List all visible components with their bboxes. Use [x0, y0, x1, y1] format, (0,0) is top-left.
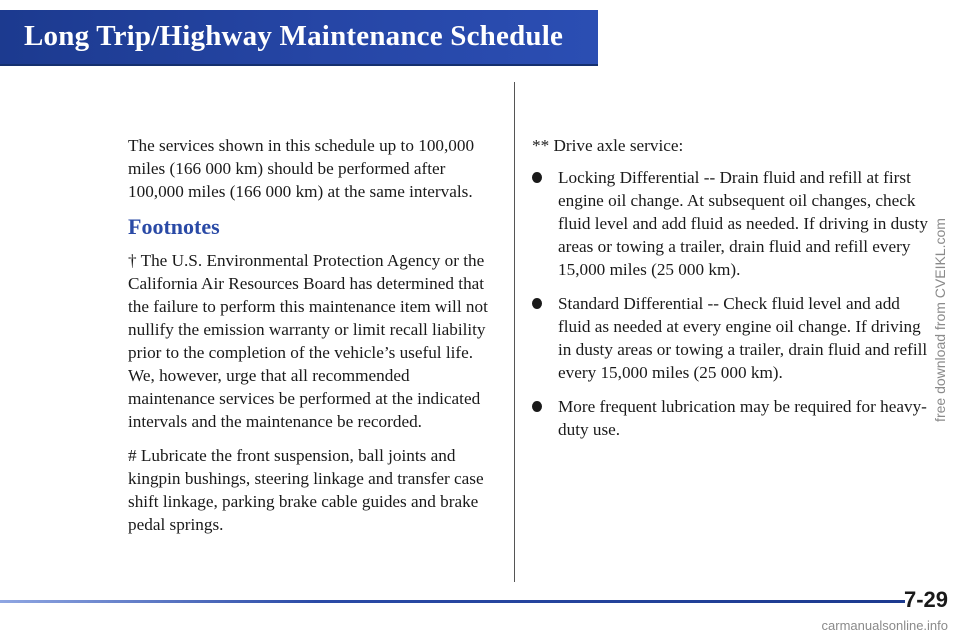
list-item	[530, 166, 930, 281]
left-column	[128, 134, 500, 547]
footnote-dagger: † The U.S. Environmental Protection Agency or the California Air Resources Board has determined that the failure to perform this maintenance item will not nullify the emission warranty or limit recall liability prior to the completion of the vehicle’s useful life. We, however, urge that all recommended maintenance services be performed at the indicated intervals and the maintenance be recorded.	[128, 251, 488, 431]
bullet-icon	[532, 298, 542, 309]
right-column	[530, 134, 930, 452]
bullet-text: Locking Differential -- Drain fluid and refill at first engine oil change. At subsequent oil changes, check fluid level and add fluid as needed. If driving in dusty areas or towing a trailer, drain fluid and refill every 15,000 miles (25 000 km).	[558, 168, 928, 279]
page-title: Long Trip/Highway Maintenance Schedule	[24, 20, 564, 52]
bottom-watermark: carmanualsonline.info	[821, 618, 948, 633]
bullet-text: More frequent lubrication may be required for heavy-duty use.	[558, 397, 927, 439]
bullet-icon	[532, 172, 542, 183]
list-item	[530, 395, 930, 441]
title-banner	[0, 10, 598, 66]
footer-rule	[0, 600, 905, 603]
drive-axle-intro: ** Drive axle service:	[532, 136, 684, 155]
intro-paragraph: The services shown in this schedule up to 100,000 miles (166 000 km) should be performed after 100,000 miles (166 000 km) at the same intervals.	[128, 136, 475, 201]
column-divider	[514, 82, 515, 582]
footnotes-heading: Footnotes	[128, 214, 220, 239]
list-item	[530, 292, 930, 384]
footnote-hash: # Lubricate the front suspension, ball joints and kingpin bushings, steering linkage and transfer case shift linkage, parking brake cable guides and brake pedal springs.	[128, 446, 484, 534]
bullet-text: Standard Differential -- Check fluid level and add fluid as needed at every engine oil change. If driving in dusty areas or towing a trailer, drain fluid and refill every 15,000 miles (25 000 km).	[558, 294, 928, 382]
side-watermark: free download from CVEIKL.com	[932, 218, 948, 422]
page-number: 7-29	[903, 587, 948, 612]
bullet-icon	[532, 401, 542, 412]
